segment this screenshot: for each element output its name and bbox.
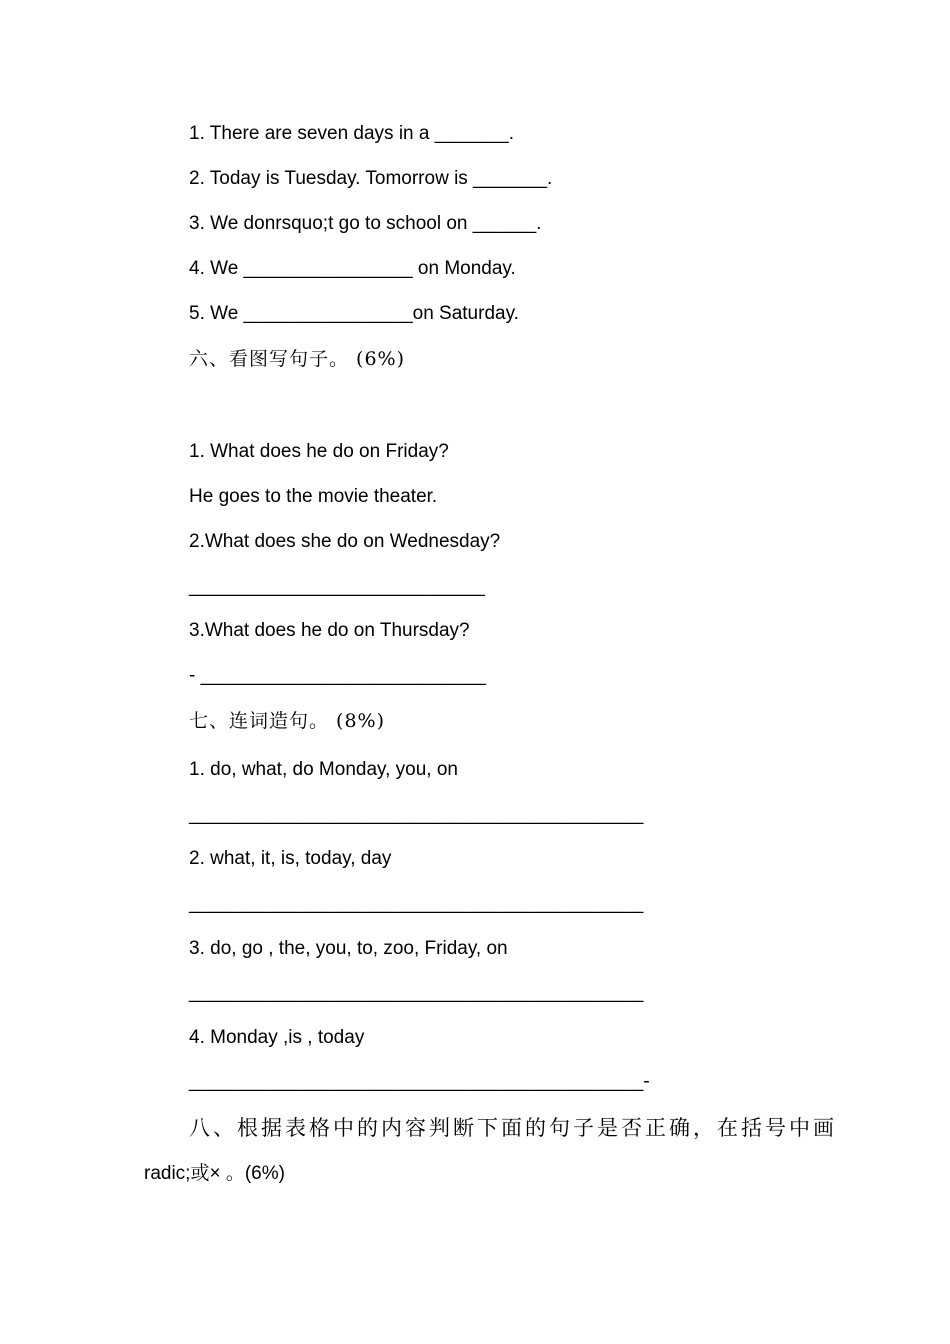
- section-6-heading: 六、看图写句子。 (6%): [189, 348, 406, 370]
- section-6-question-1: 1. What does he do on Friday?: [189, 441, 449, 462]
- section-7-heading: 七、连词造句。 (8%): [189, 710, 386, 732]
- section-7-prompt-1: 1. do, what, do Monday, you, on: [189, 759, 458, 780]
- section-7-answer-line-1: ___________________________________________: [189, 804, 644, 825]
- fill-in-item-5: 5. We ________________on Saturday.: [189, 303, 519, 324]
- section-7-answer-line-4: ___________________________________________-: [189, 1071, 650, 1092]
- section-7-prompt-2: 2. what, it, is, today, day: [189, 848, 392, 869]
- section-6-answer-1: He goes to the movie theater.: [189, 486, 438, 507]
- section-7-prompt-3: 3. do, go , the, you, to, zoo, Friday, on: [189, 938, 508, 959]
- section-6-answer-line-2: ____________________________: [189, 576, 485, 597]
- fill-in-item-3: 3. We donrsquo;t go to school on ______.: [189, 213, 542, 234]
- fill-in-item-4: 4. We ________________ on Monday.: [189, 258, 516, 279]
- section-8-heading-line-1: 八、根据表格中的内容判断下面的句子是否正确，在括号中画: [189, 1116, 837, 1140]
- section-8-heading-line-2: radic;或× 。(6%): [144, 1163, 285, 1184]
- fill-in-item-1: 1. There are seven days in a _______.: [189, 123, 514, 144]
- section-6-question-3: 3.What does he do on Thursday?: [189, 620, 470, 641]
- section-7-answer-line-3: ___________________________________________: [189, 982, 644, 1003]
- section-7-prompt-4: 4. Monday ,is , today: [189, 1027, 365, 1048]
- section-6-answer-line-3: - ___________________________: [189, 665, 486, 686]
- fill-in-item-2: 2. Today is Tuesday. Tomorrow is _______.: [189, 168, 553, 189]
- section-6-question-2: 2.What does she do on Wednesday?: [189, 531, 501, 552]
- section-7-answer-line-2: ___________________________________________: [189, 893, 644, 914]
